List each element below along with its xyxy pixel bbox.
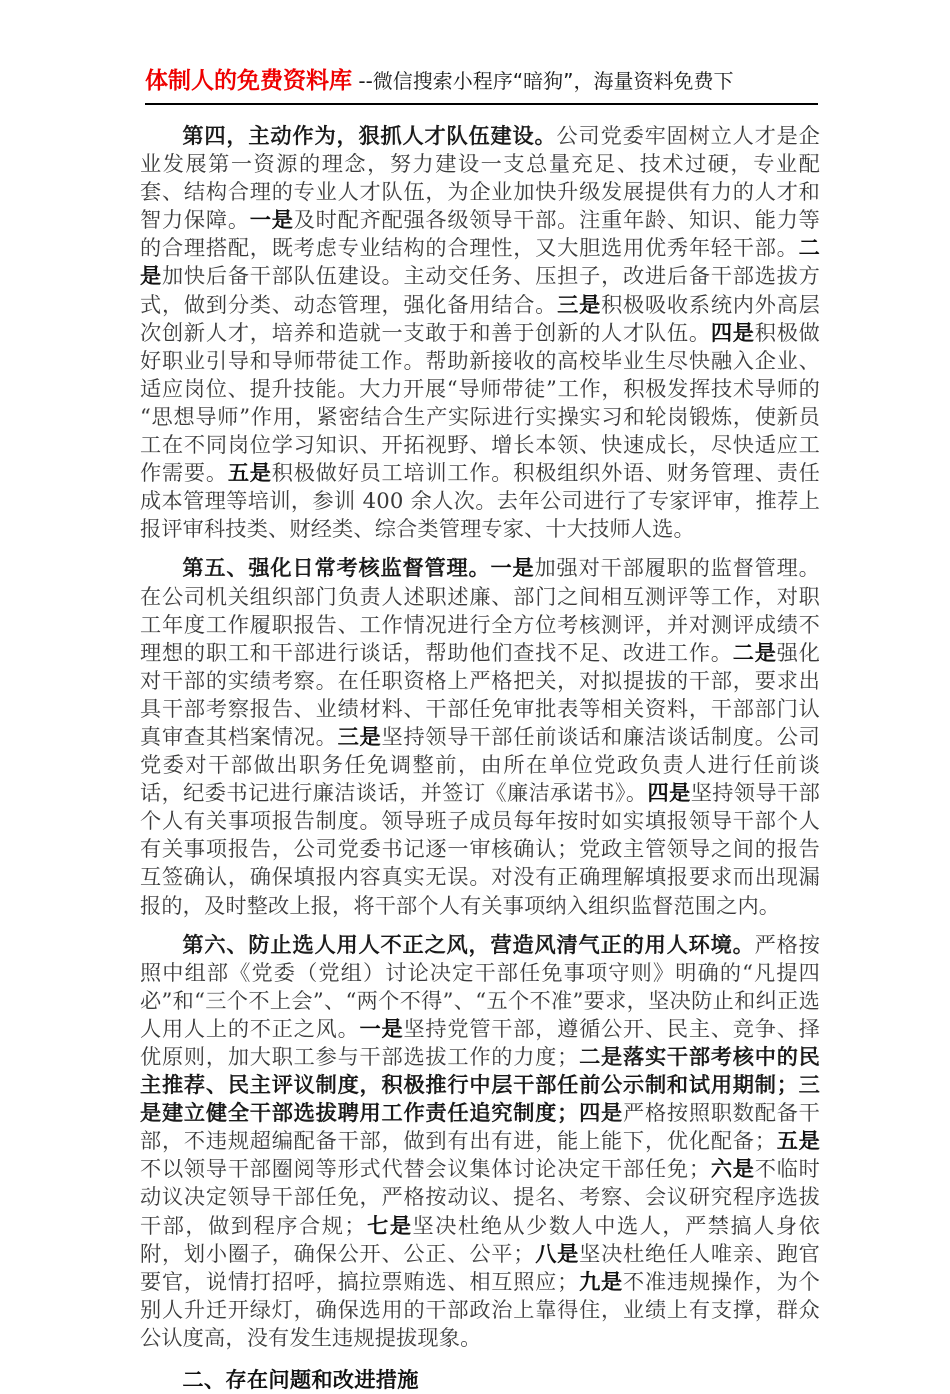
paragraph-section-4 [140,122,820,543]
text-run-bold: 九是 [578,1268,623,1294]
text-run-bold: 第四，主动作为，狠抓人才队伍建设。 [182,123,557,148]
text-run-bold: 二是 [140,235,820,289]
text-run: 坚持领导干部任前谈话和廉洁谈话制度。公司党委对干部做出职务任免调整前，由所在单位党政负责人进行任前谈话，纪委书记进行廉洁谈话，并签订《廉洁承诺书》。 [140,723,820,806]
text-run-bold: 四是 [710,319,755,345]
text-run: 严格按照职数配备干部，不违规超编配备干部，做到有出有进，能上能下，优化配备； [140,1100,820,1154]
banner-brand-text: 体制人的免费资料库 [145,68,352,94]
text-run-bold: 一是 [359,1015,404,1041]
text-run: 加快后备干部队伍建设。主动交任务、压担子，改进后备干部选拔方式，做到分类、动态管理，强化备用结合。 [140,263,820,317]
text-run-bold: 七是 [365,1212,413,1238]
text-run: 不以领导干部圈阅等形式代替会议集体讨论决定干部任免； [140,1156,711,1182]
banner-divider [145,103,818,105]
text-run-bold: 五是 [776,1128,820,1154]
text-run-bold: 四是 [647,780,691,806]
text-run-bold: 第五、强化日常考核监督管理。 [182,555,491,581]
text-run: 加强对干部履职的监督管理。在公司机关组织部门负责人述职述廉、部门之间相互测评等工作，对职工年度工作履职报告、工作情况进行全方位考核测评，并对测评成绩不理想的职工和干部进行谈话，帮助他们查找不足、改进工作。 [140,555,820,665]
text-run: 强化对干部的实绩考察。在任职资格上严格把关，对拟提拔的干部，要求出具干部考察报告、业绩材料、干部任免审批表等相关资料，干部部门认真审查其档案情况。 [140,639,820,749]
text-run: 坚持领导干部个人有关事项报告制度。领导班子成员每年按时如实填报领导干部个人有关事项报告，公司党委书记逐一审核确认；党政主管领导之间的报告互签确认，确保填报内容真实无误。对没有正确理解填报要求而出现漏报的，及时整改上报，将干部个人有关事项纳入组织监督范围之内。 [140,780,820,918]
text-run-bold: 五是 [227,460,272,486]
text-run-bold: 六是 [710,1156,755,1182]
document-body [140,122,820,1394]
text-run-bold: 一是 [490,555,535,581]
text-run: 积极做好职业引导和导师带徒工作。帮助新接收的高校毕业生尽快融入企业、适应岗位、提升技能。大力开展“导师带徒”工作，积极发挥技术导师的“思想导师”作用，紧密结合生产实际进行实操实习和轮岗锻炼，使新员工在不同岗位学习知识、开拓视野、增长本领、快速成长，尽快适应工作需要。 [140,319,820,486]
text-run-bold: 第六、防止选人用人不正之风，营造风清气正的用人环境。 [182,931,755,957]
text-run: 及时配齐配强各级领导干部。注重年龄、知识、能力等的合理搭配，既考虑专业结构的合理性，又大胆选用优秀年轻干部。 [140,207,820,261]
text-run-bold: 八是 [534,1240,580,1266]
text-run: 严格按照中组部《党委（党组）讨论决定干部任免事项守则》明确的“凡提四必”和“三个不上会”、“两个不得”、“五个不准”要求，坚决防止和纠正选人用人上的不正之风。 [140,931,820,1041]
paragraph-section-6 [140,931,820,1352]
text-run: 不临时动议决定领导干部任免，严格按动议、提名、考察、会议研究程序选拔干部，做到程序合规； [140,1156,820,1238]
text-run: 坚决杜绝从少数人中选人，严禁搞人身依附，划小圈子，确保公开、公正、公平； [140,1212,820,1266]
text-run: 积极吸收系统内外高层次创新人才，培养和造就一支敢于和善于创新的人才队伍。 [140,291,820,345]
paragraph-section-5 [140,554,820,919]
text-run-bold: 二是 [732,639,777,665]
text-run: 坚决杜绝任人唯亲、跑官要官，说情打招呼，搞拉票贿选、相互照应； [140,1240,820,1294]
text-run-bold: 三是 [337,723,382,749]
text-run: 不准违规操作，为个别人升迁开绿灯，确保选用的干部政治上靠得住，业绩上有支撑，群众公认度高，没有发生违规提拔现象。 [140,1268,820,1350]
text-run: 积极做好员工培训工作。积极组织外语、财务管理、责任成本管理等培训，参训 400 余人次。去年公司进行了专家评审，推荐上报评审科技类、财经类、综合类管理专家、十大技师人选。 [140,460,820,542]
banner-tail-text: --微信搜索小程序“暗狗”，海量资料免费下 [352,69,734,93]
paragraph-container [140,122,820,1352]
promo-banner [145,64,818,100]
text-run-bold: 二是落实干部考核中的民主推荐、民主评议制度，积极推行中层干部任前公示制和试用期制；三是建立健全干部选拔聘用工作责任追究制度；四是 [140,1044,820,1126]
text-run-bold: 一是 [249,207,294,233]
text-run: 公司党委牢固树立人才是企业发展第一资源的理念，努力建设一支总量充足、技术过硬，专业配套、结构合理的专业人才队伍，为企业加快升级发展提供有力的人才和智力保障。 [140,123,820,233]
closing-heading: 二、存在问题和改进措施 [182,1367,419,1393]
text-run: 坚持党管干部，遵循公开、民主、竞争、择优原则，加大职工参与干部选拔工作的力度； [140,1015,820,1069]
text-run-bold: 三是 [557,291,602,317]
